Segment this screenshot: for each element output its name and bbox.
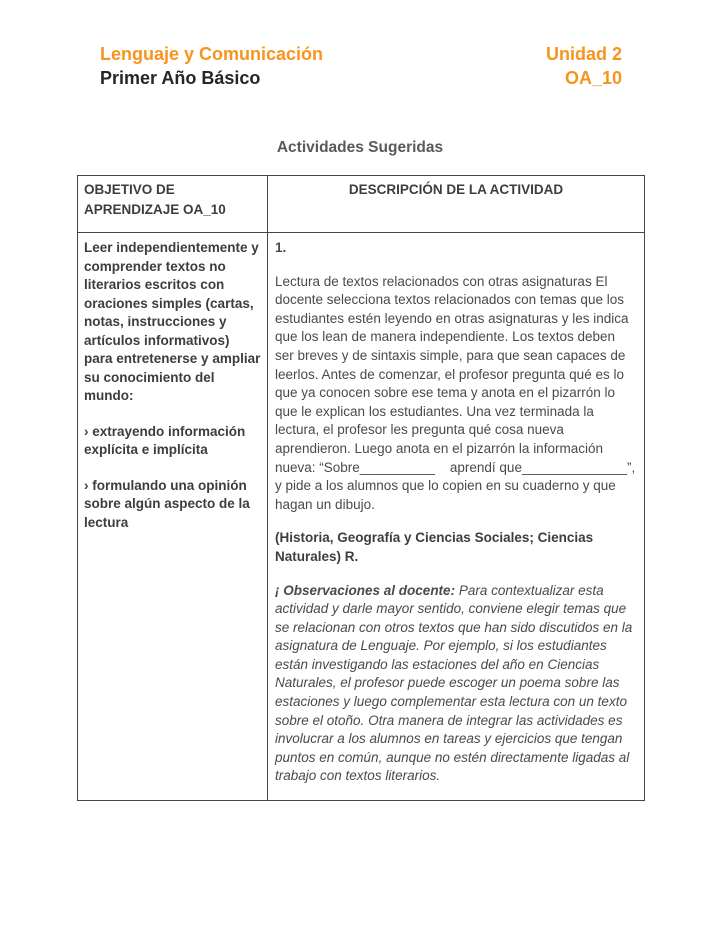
observations-text: Para contextualizar esta actividad y darle mayor sentido, conviene elegir temas que se relacionan con otros textos que han sido discutidos en la asignatura de Lenguaje. Por ejemplo, si los estudiantes están investigando las estaciones del año en Ciencias Naturales, el profesor puede escoger un poema sobre las estaciones y luego complementar esta lectura con un texto sobre el otoño. Otra manera de integrar las actividades es involucrar a los alumnos en tareas y ejercicios que tengan puntos en común, aunque no estén directamente ligadas al trabajo con textos literarios. bbox=[275, 582, 633, 784]
oa-code-label: OA_10 bbox=[564, 68, 622, 88]
table-header-row bbox=[78, 176, 645, 233]
unit-label: Unidad 2 bbox=[545, 44, 622, 64]
objective-intro: Leer independientemente y comprender textos no literarios escritos con oraciones simples (cartas, notas, instrucciones y artículos informativos) para entretenerse y ampliar su conocimiento del mundo: bbox=[84, 240, 261, 403]
grade-title: Primer Año Básico bbox=[100, 68, 261, 88]
subjects-note: (Historia, Geografía y Ciencias Sociales; Ciencias Naturales) R. bbox=[275, 530, 594, 564]
activity-number: 1. bbox=[275, 240, 287, 255]
objective-bullet-1: › extrayendo información explícita e implícita bbox=[84, 423, 246, 457]
document-header bbox=[0, 0, 720, 90]
header-right bbox=[546, 42, 622, 90]
table-body-row bbox=[78, 233, 645, 801]
objective-bullet-2: › formulando una opinión sobre algún aspecto de la lectura bbox=[84, 477, 250, 530]
objective-cell bbox=[78, 233, 268, 801]
column-header-description: DESCRIPCIÓN DE LA ACTIVIDAD bbox=[268, 176, 645, 233]
column-header-objective: OBJETIVO DE APRENDIZAJE OA_10 bbox=[78, 176, 268, 233]
observations-label: ¡ Observaciones al docente: bbox=[275, 582, 456, 598]
subject-title: Lenguaje y Comunicación bbox=[100, 44, 324, 64]
header-left bbox=[100, 42, 323, 90]
page-title: Actividades Sugeridas bbox=[276, 139, 444, 156]
activities-table bbox=[77, 175, 645, 801]
activity-description-cell bbox=[268, 233, 645, 801]
observations-paragraph bbox=[275, 582, 636, 787]
activity-paragraph: Lectura de textos relacionados con otras asignaturas El docente selecciona textos relacionados con temas que los estudiantes estén leyendo en otras asignaturas y les indica que los lean de manera independiente. Los textos deben ser breves y de sintaxis simple, para que sean capaces de leerlos. Antes de comenzar, el profesor pregunta qué es lo que ya conocen sobre ese tema y anota en el pizarrón lo que le explican los estudiantes. Una vez terminada la lectura, el profesor les pregunta qué cosa nueva aprendieron. Luego anota en el pizarrón la información nueva: “Sobre__________ aprendí que______________”, y pide a los alumnos que lo copien en su cuaderno y que hagan un dibujo. bbox=[275, 273, 636, 512]
